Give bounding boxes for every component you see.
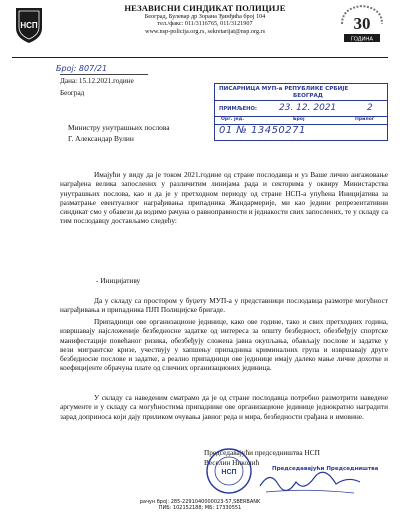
- initiative-bullet: - Иницијативу: [96, 276, 141, 285]
- stamp-office: ПИСАРНИЦА МУП-а РЕПУБЛИКЕ СРБИЈЕ: [219, 86, 349, 92]
- org-phone: тел./факс: 011/3116765, 011/3121907: [157, 20, 253, 28]
- svg-text:НСП: НСП: [221, 469, 237, 476]
- nsp-logo-icon: [14, 6, 44, 44]
- badge-caption: ГОДИНА: [350, 36, 374, 43]
- stamp-city: БЕОГРАД: [293, 93, 323, 99]
- stamp-received-label: ПРИМЉЕНО:: [219, 106, 258, 112]
- document-date: Дана: 15.12.2021.године: [60, 77, 134, 85]
- paragraph-3: Припадници ове организационе јединице, како ове године, тако и свих претходних година, извршавају најсложеније безбедносне задатке од интереса за општу безбедност, обезбеђују спортске манифестације повећаног ризика, обезбеђују сложена јавна окупљања, обављају послове и задатке у вези мигрантске кризе, учествују у хапшењу припадника криминалних група и извршавају друге безбедносне послове и задатке, а реално припадници ове јединице имају далеко мање личне дохотке и коефицијенте обрачуна плате од сличних организационих јединица.: [60, 317, 388, 373]
- paragraph-2: Да у складу са простором у буџету МУП-а у представници послодавца размотре могућност награђивања и припадника ПЈП Полицијске бригаде.: [60, 296, 388, 315]
- signature-name: Веселин Николић: [204, 458, 260, 467]
- stamp-signature-caption: Председавајући Председништва: [272, 466, 379, 472]
- badge-number: 30: [353, 14, 371, 33]
- letterhead: [80, 4, 330, 35]
- stamp-registration-number: 01 № 13450271: [219, 125, 306, 136]
- registry-stamp: [214, 83, 388, 141]
- anniversary-badge-icon: [336, 2, 388, 46]
- paragraph-4: У складу са наведеним сматрамо да је од стране послодавца потребно размотрити наведене аргументе и у складу са могућностима припаднике ове организационе јединице једнократно наградити зарад доприноса који дају приликом очувања јавног реда и мира, безбедности грађана и имовине.: [60, 393, 388, 421]
- document-number: Број: 807/21: [56, 64, 108, 73]
- org-web: www.nsp-policija.org.rs, sekretarijat@nsp.org.rs: [144, 27, 266, 35]
- recipient-line-1: Министру унутрашњих послова: [68, 123, 170, 132]
- stamp-org-label: Орг. јед.: [221, 117, 245, 122]
- stamp-received-date: 23. 12. 2021: [279, 103, 337, 113]
- org-address: Београд, Булевар др Зорана Ђинђића број 104: [144, 13, 266, 20]
- footer: [10, 499, 390, 511]
- document-place: Београд: [60, 89, 85, 97]
- recipient-line-2: Г. Александар Вулин: [68, 134, 134, 143]
- stamp-num-label: Број: [293, 117, 305, 122]
- footer-ids: ПИБ: 102152188; МБ: 17330551: [158, 505, 242, 511]
- footer-account: рачун број: 285-2291040000023-57,SBERBANK: [139, 499, 261, 505]
- stamp-attach-count: 2: [367, 103, 373, 113]
- header-divider: [12, 57, 388, 58]
- paragraph-1: Имајући у виду да је током 2021.године од стране послодавца и уз Ваше лично ангажовање награђена велика запослених у различитим линијама рада и секторима у оквиру Министарства унутрашњих послова, као и да је у претходном периоду од стране НСП-а упућена Иницијатива за разматрање евентуалног награђивања припадника Жандармерије, ми као једини репрезентативни синдикат смо у обавези да водимо рачуна о равноправности и једнакости свих запослених, те у складу са тим послодавцу достављамо следећу:: [60, 170, 388, 226]
- stamp-attach-label: Прилог: [355, 117, 375, 122]
- logo-text: НСП: [20, 21, 38, 30]
- signature-title: Председавајући председништва НСП: [204, 448, 320, 457]
- org-title: НЕЗАВИСНИ СИНДИКАТ ПОЛИЦИЈЕ: [124, 3, 286, 13]
- number-underline: [60, 74, 148, 75]
- union-seal-icon: [200, 446, 258, 496]
